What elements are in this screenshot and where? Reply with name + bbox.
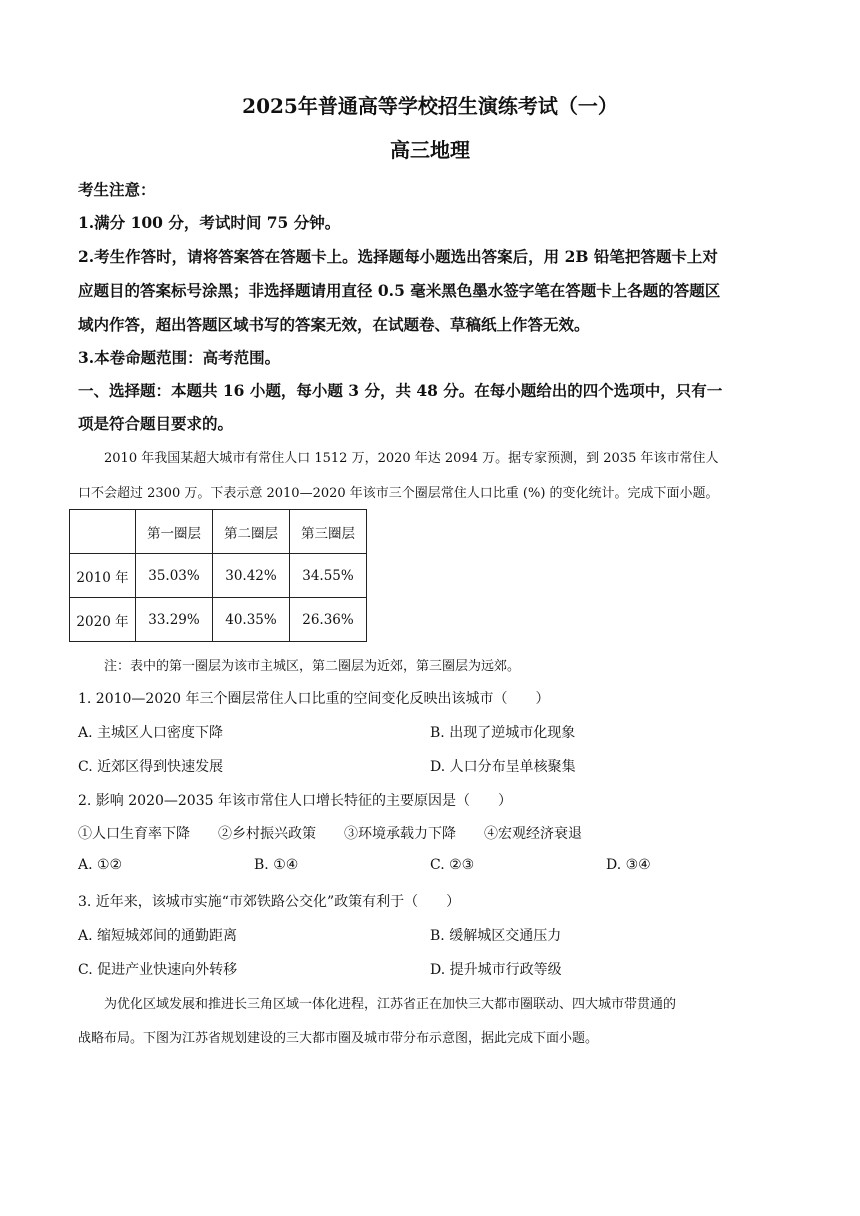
- table-row: [70, 598, 367, 642]
- question-1-stem: 1. 2010—2020 年三个圈层常住人口比重的空间变化反映出该城市（ ）: [78, 691, 550, 707]
- question-3-option-b: B. 缓解城区交通压力: [430, 928, 562, 944]
- section-heading-line-2: 项是符合题目要求的。: [78, 414, 234, 433]
- notice-item-1: 1.满分 100 分，考试时间 75 分钟。: [78, 213, 341, 232]
- table-cell: 26.36%: [290, 598, 367, 642]
- table-cell: 35.03%: [136, 554, 213, 598]
- question-3-option-d: D. 提升城市行政等级: [430, 962, 562, 978]
- question-2-factors: ①人口生育率下降 ②乡村振兴政策 ③环境承载力下降 ④宏观经济衰退: [78, 826, 582, 842]
- table-row: [70, 554, 367, 598]
- question-3-option-c: C. 促进产业快速向外转移: [78, 962, 238, 978]
- question-2-stem: 2. 影响 2020—2035 年该市常住人口增长特征的主要原因是（ ）: [78, 793, 512, 809]
- population-share-table: [69, 509, 367, 642]
- exam-title: 2025年普通高等学校招生演练考试（一）: [242, 94, 618, 118]
- question-1-option-b: B. 出现了逆城市化现象: [430, 725, 576, 741]
- question-3-stem: 3. 近年来，该城市实施“市郊铁路公交化”政策有利于（ ）: [78, 894, 461, 910]
- table-header-cell: 第二圈层: [213, 510, 290, 554]
- question-1-option-c: C. 近郊区得到快速发展: [78, 759, 224, 775]
- passage-2-line-2: 战略布局。下图为江苏省规划建设的三大都市圈及城市带分布示意图，据此完成下面小题。: [78, 1031, 599, 1046]
- table-cell: 2010 年: [70, 554, 136, 598]
- question-2-option-c: C. ②③: [430, 857, 475, 873]
- notice-item-2-line-1: 2.考生作答时，请将答案答在答题卡上。选择题每小题选出答案后，用 2B 铅笔把答题卡上对: [78, 247, 718, 266]
- notice-item-3: 3.本卷命题范围：高考范围。: [78, 348, 281, 367]
- table-header-cell: [70, 510, 136, 554]
- notice-item-2-line-2: 应题目的答案标号涂黑；非选择题请用直径 0.5 毫米黑色墨水签字笔在答题卡上各题的答题区: [78, 281, 721, 300]
- table-cell: 34.55%: [290, 554, 367, 598]
- question-3-option-a: A. 缩短城郊间的通勤距离: [78, 928, 238, 944]
- passage-1-line-1: 2010 年我国某超大城市有常住人口 1512 万，2020 年达 2094 万。据专家预测，到 2035 年该市常住人: [104, 451, 719, 466]
- table-header-cell: 第一圈层: [136, 510, 213, 554]
- question-1-option-a: A. 主城区人口密度下降: [78, 725, 224, 741]
- question-2-option-b: B. ①④: [254, 857, 299, 873]
- table-cell: 2020 年: [70, 598, 136, 642]
- table-note: 注：表中的第一圈层为该市主城区，第二圈层为近郊，第三圈层为远郊。: [104, 659, 521, 674]
- table-cell: 33.29%: [136, 598, 213, 642]
- question-1-option-d: D. 人口分布呈单核聚集: [430, 759, 576, 775]
- notice-heading: 考生注意：: [78, 180, 156, 199]
- notice-item-2-line-3: 域内作答，超出答题区域书写的答案无效，在试题卷、草稿纸上作答无效。: [78, 315, 590, 334]
- passage-1-line-2: 口不会超过 2300 万。下表示意 2010—2020 年该市三个圈层常住人口比重 (%) 的变化统计。完成下面小题。: [78, 486, 719, 501]
- table-header-cell: 第三圈层: [290, 510, 367, 554]
- table-cell: 30.42%: [213, 554, 290, 598]
- passage-2-line-1: 为优化区域发展和推进长三角区域一体化进程，江苏省正在加快三大都市圈联动、四大城市带贯通的: [104, 997, 677, 1012]
- question-2-option-d: D. ③④: [606, 857, 651, 873]
- table-cell: 40.35%: [213, 598, 290, 642]
- exam-subject: 高三地理: [390, 138, 470, 162]
- section-heading-line-1: 一、选择题：本题共 16 小题，每小题 3 分，共 48 分。在每小题给出的四个选项中，只有一: [78, 381, 723, 400]
- question-2-option-a: A. ①②: [78, 857, 123, 873]
- table-header-row: [70, 510, 367, 554]
